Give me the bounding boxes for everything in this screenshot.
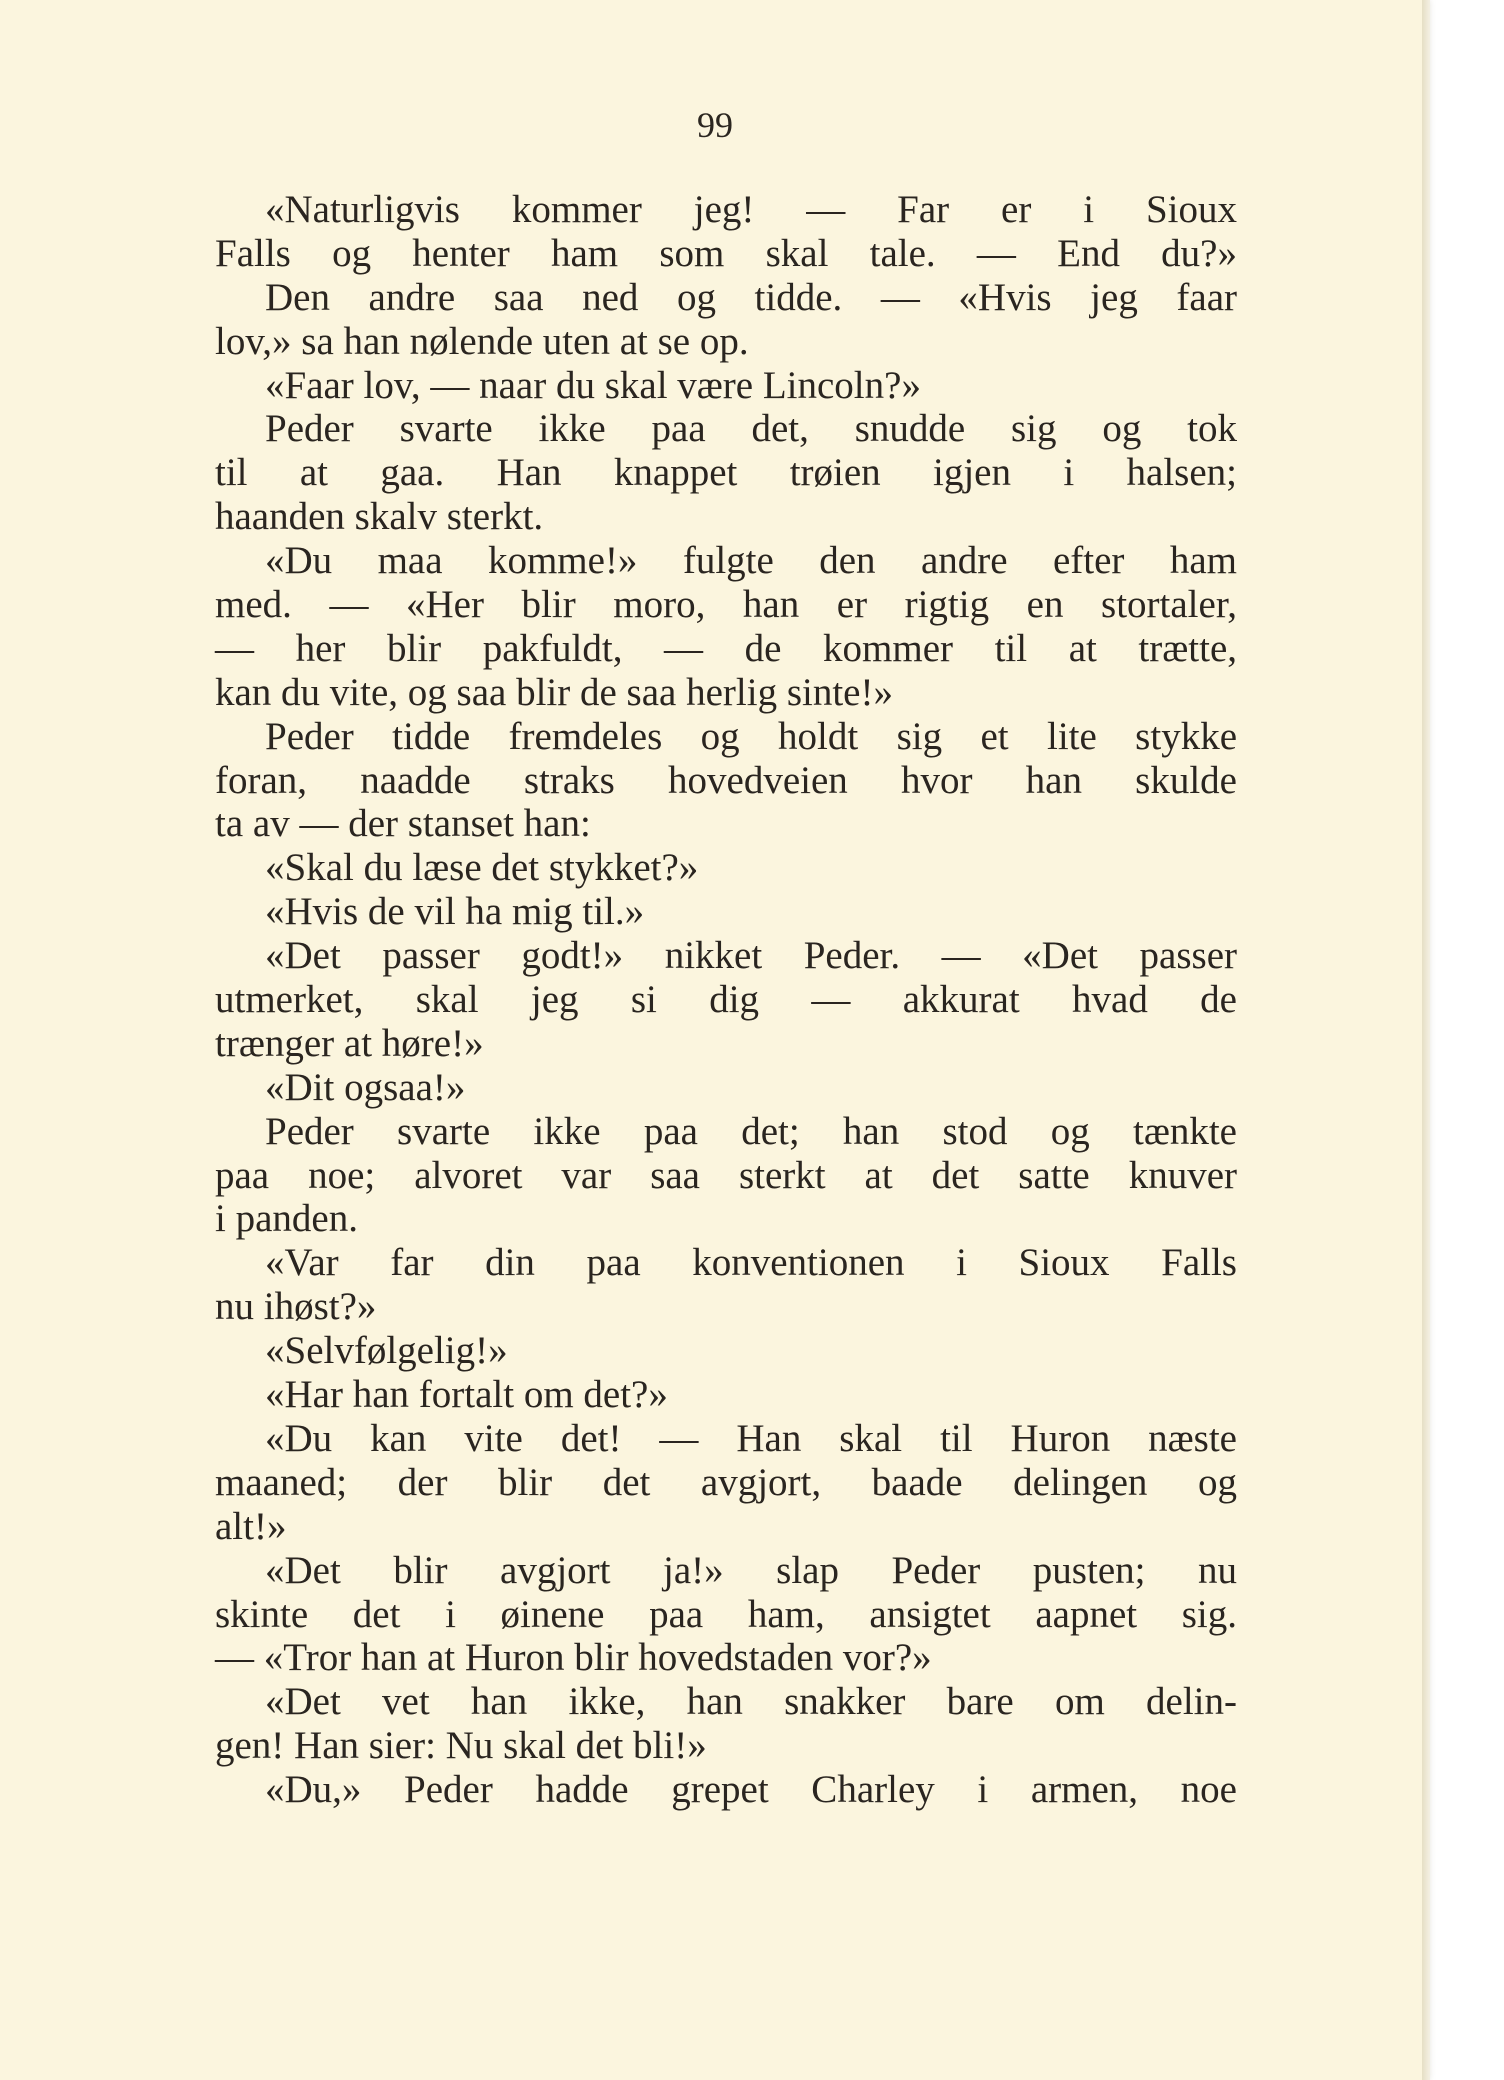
text-line: paa noe; alvoret var saa sterkt at det satte knuver — [215, 1153, 1237, 1197]
text-line: — «Tror han at Huron blir hovedstaden vor?» — [215, 1636, 932, 1680]
text-line: maaned; der blir det avgjort, baade delingen og — [215, 1460, 1237, 1504]
text-line: Den andre saa ned og tidde. — «Hvis jeg faar — [265, 275, 1237, 319]
text-line: Peder svarte ikke paa det; han stod og tænkte — [265, 1109, 1237, 1153]
text-line: Peder svarte ikke paa det, snudde sig og tok — [265, 407, 1237, 451]
body-text — [215, 188, 1237, 1812]
text-line: «Selvfølgelig!» — [265, 1329, 508, 1373]
text-line: «Det blir avgjort ja!» slap Peder pusten; nu — [265, 1548, 1237, 1592]
text-line: haanden skalv sterkt. — [215, 495, 544, 539]
text-line: utmerket, skal jeg si dig — akkurat hvad de — [215, 978, 1237, 1022]
text-line: ta av — der stanset han: — [215, 802, 591, 846]
text-line: alt!» — [215, 1504, 287, 1548]
text-line: i panden. — [215, 1197, 358, 1241]
text-line: — her blir pakfuldt, — de kommer til at trætte, — [215, 626, 1237, 670]
text-line: «Du maa komme!» fulgte den andre efter ham — [265, 539, 1237, 583]
text-line: «Dit ogsaa!» — [265, 1065, 466, 1109]
text-line: «Naturligvis kommer jeg! — Far er i Sioux — [265, 188, 1237, 231]
text-line: Peder tidde fremdeles og holdt sig et lite stykke — [265, 714, 1237, 758]
text-line: «Faar lov, — naar du skal være Lincoln?» — [265, 363, 921, 407]
text-line: «Det passer godt!» nikket Peder. — «Det passer — [265, 934, 1237, 978]
text-line: skinte det i øinene paa ham, ansigtet aapnet sig. — [215, 1592, 1237, 1636]
text-line: til at gaa. Han knappet trøien igjen i halsen; — [215, 451, 1237, 495]
text-line: trænger at høre!» — [215, 1021, 484, 1065]
text-line: lov,» sa han nølende uten at se op. — [215, 319, 749, 363]
text-line: foran, naadde straks hovedveien hvor han skulde — [215, 758, 1237, 802]
text-line: gen! Han sier: Nu skal det bli!» — [215, 1724, 707, 1768]
text-line: Falls og henter ham som skal tale. — End du?» — [215, 231, 1237, 275]
text-line: med. — «Her blir moro, han er rigtig en stortaler, — [215, 583, 1237, 627]
text-line: «Det vet han ikke, han snakker bare om delin- — [265, 1680, 1237, 1724]
text-line: «Hvis de vil ha mig til.» — [265, 890, 645, 934]
text-line: «Har han fortalt om det?» — [265, 1373, 668, 1417]
text-line: «Var far din paa konventionen i Sioux Falls — [265, 1241, 1237, 1285]
text-line: «Du kan vite det! — Han skal til Huron næste — [265, 1416, 1237, 1460]
text-line: nu ihøst?» — [215, 1285, 377, 1329]
text-line: kan du vite, og saa blir de saa herlig sinte!» — [215, 670, 893, 714]
text-line: «Du,» Peder hadde grepet Charley i armen, noe — [265, 1768, 1237, 1812]
text-line: «Skal du læse det stykket?» — [265, 846, 699, 890]
page-edge — [1422, 0, 1430, 2080]
page-number: 99 — [697, 105, 733, 145]
